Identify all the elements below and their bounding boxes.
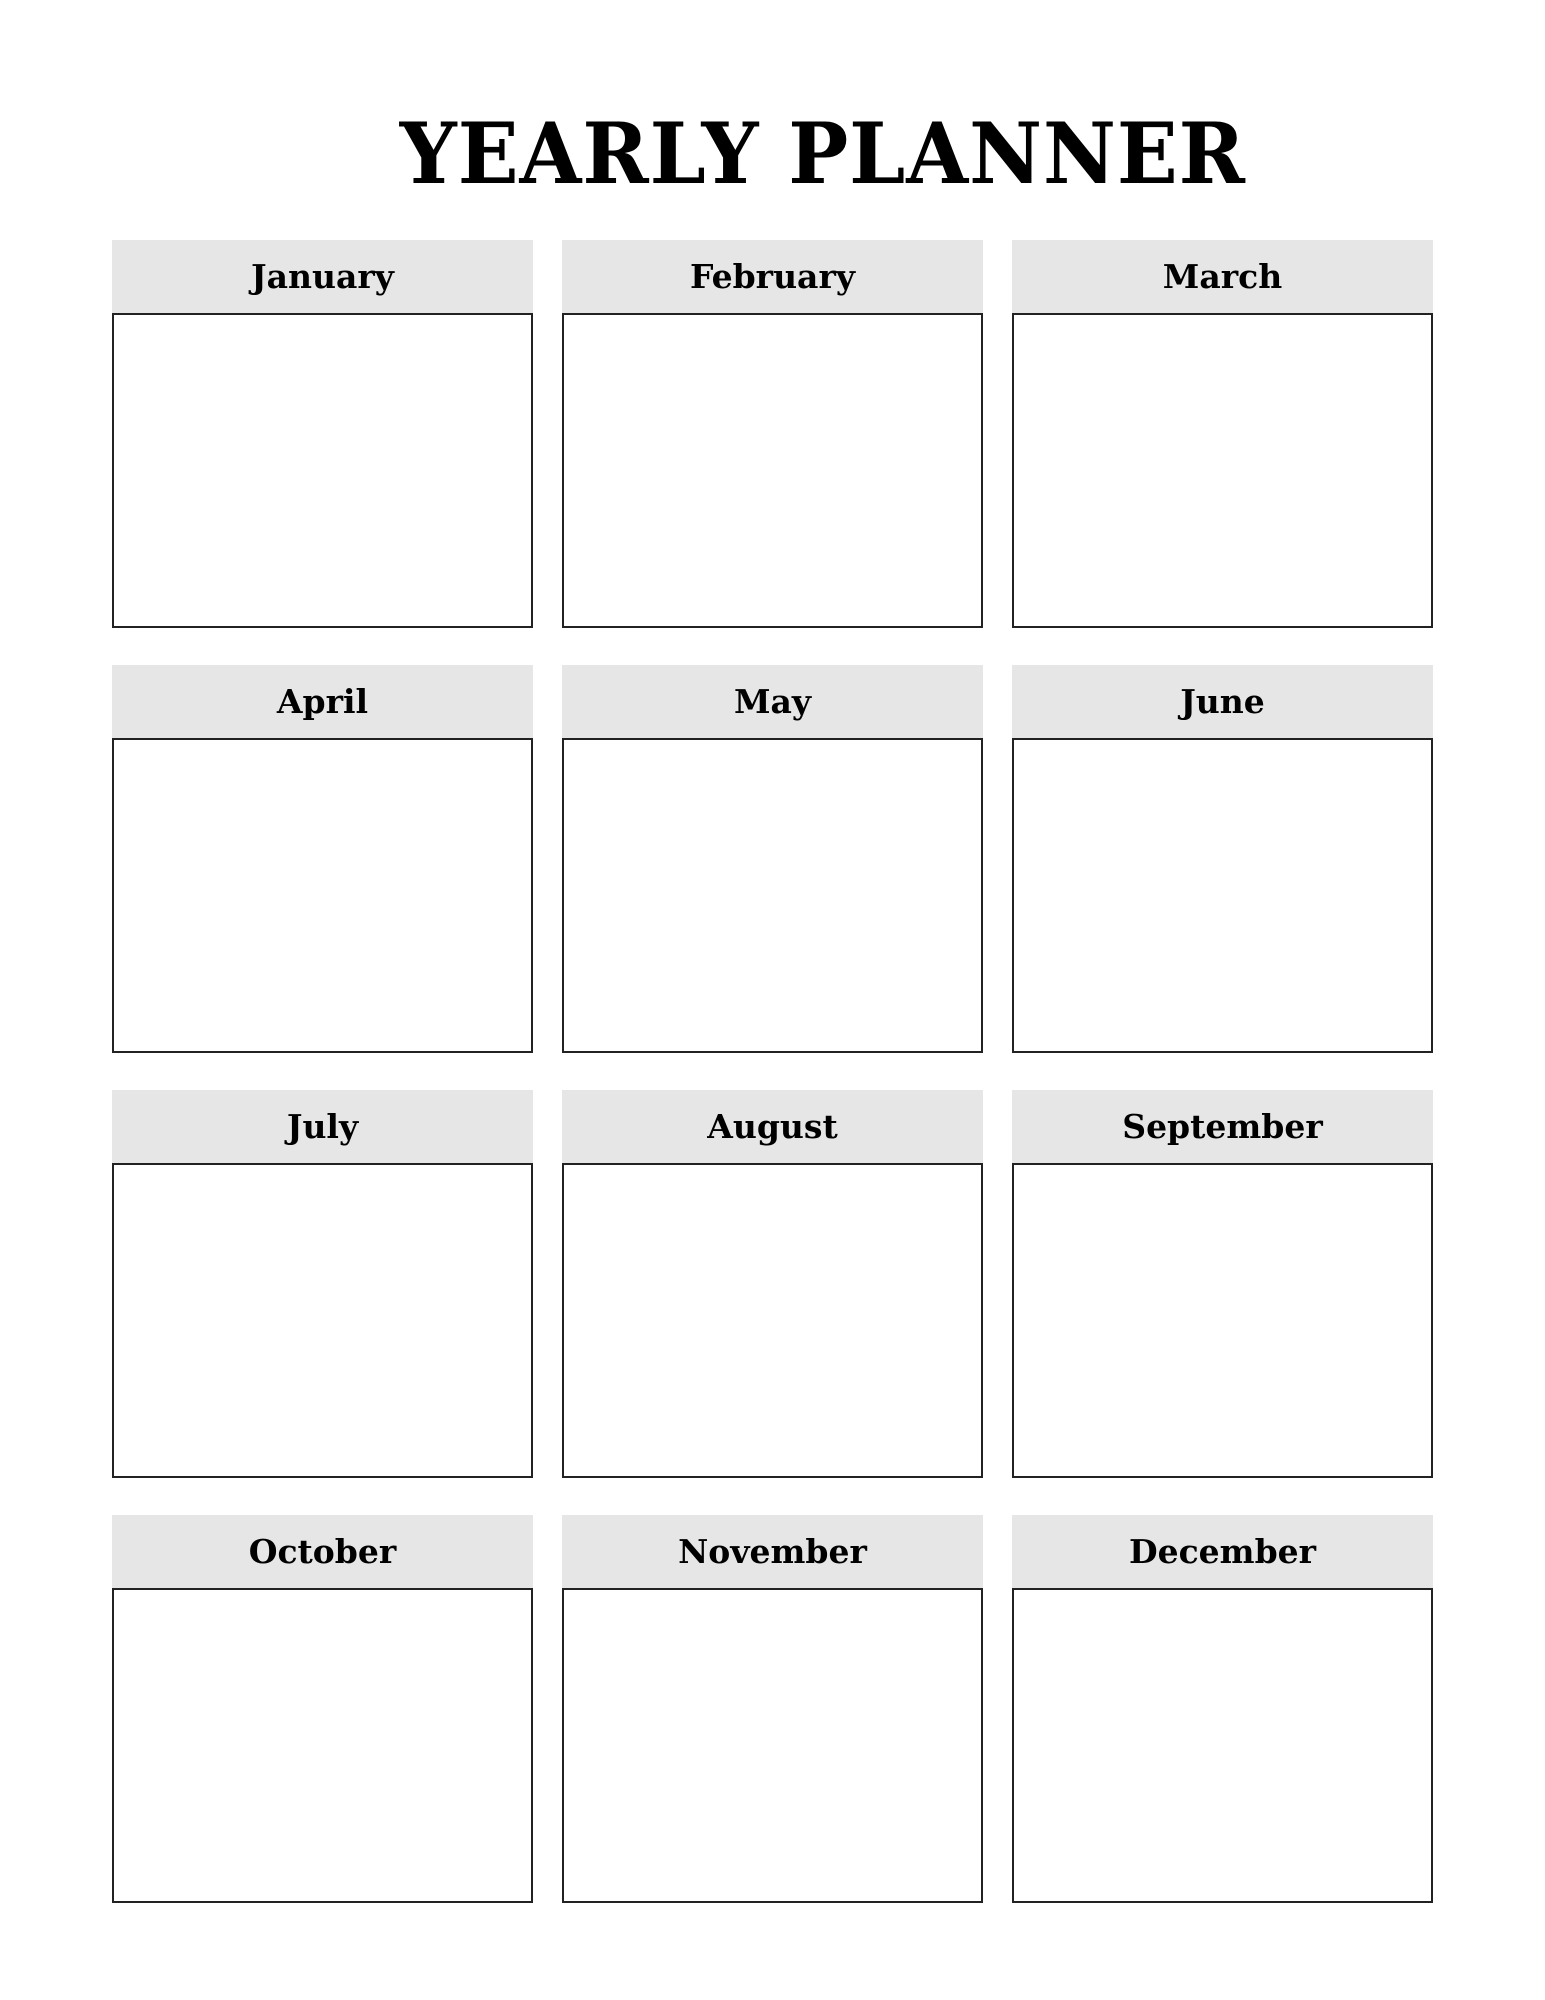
month-header: December	[1012, 1515, 1433, 1588]
month-header: October	[112, 1515, 533, 1588]
month-notes-area[interactable]	[562, 313, 983, 628]
month-header: January	[112, 240, 533, 313]
month-notes-area[interactable]	[1012, 1163, 1433, 1478]
month-notes-area[interactable]	[562, 1163, 983, 1478]
month-notes-area[interactable]	[562, 738, 983, 1053]
month-card-april	[112, 665, 533, 1053]
month-header: April	[112, 665, 533, 738]
month-card-august	[562, 1090, 983, 1478]
month-header: July	[112, 1090, 533, 1163]
month-header: August	[562, 1090, 983, 1163]
month-notes-area[interactable]	[1012, 738, 1433, 1053]
month-card-june	[1012, 665, 1433, 1053]
month-card-may	[562, 665, 983, 1053]
month-header: September	[1012, 1090, 1433, 1163]
months-grid	[112, 240, 1433, 1903]
month-card-march	[1012, 240, 1433, 628]
page-title: YEARLY PLANNER	[399, 104, 1246, 203]
month-header: June	[1012, 665, 1433, 738]
month-notes-area[interactable]	[112, 313, 533, 628]
month-header: March	[1012, 240, 1433, 313]
month-card-february	[562, 240, 983, 628]
month-card-september	[1012, 1090, 1433, 1478]
month-card-july	[112, 1090, 533, 1478]
month-notes-area[interactable]	[1012, 313, 1433, 628]
month-card-january	[112, 240, 533, 628]
month-notes-area[interactable]	[562, 1588, 983, 1903]
month-header: November	[562, 1515, 983, 1588]
month-notes-area[interactable]	[112, 738, 533, 1053]
month-notes-area[interactable]	[112, 1588, 533, 1903]
month-header: May	[562, 665, 983, 738]
month-header: February	[562, 240, 983, 313]
month-notes-area[interactable]	[1012, 1588, 1433, 1903]
month-card-december	[1012, 1515, 1433, 1903]
month-card-november	[562, 1515, 983, 1903]
month-notes-area[interactable]	[112, 1163, 533, 1478]
month-card-october	[112, 1515, 533, 1903]
